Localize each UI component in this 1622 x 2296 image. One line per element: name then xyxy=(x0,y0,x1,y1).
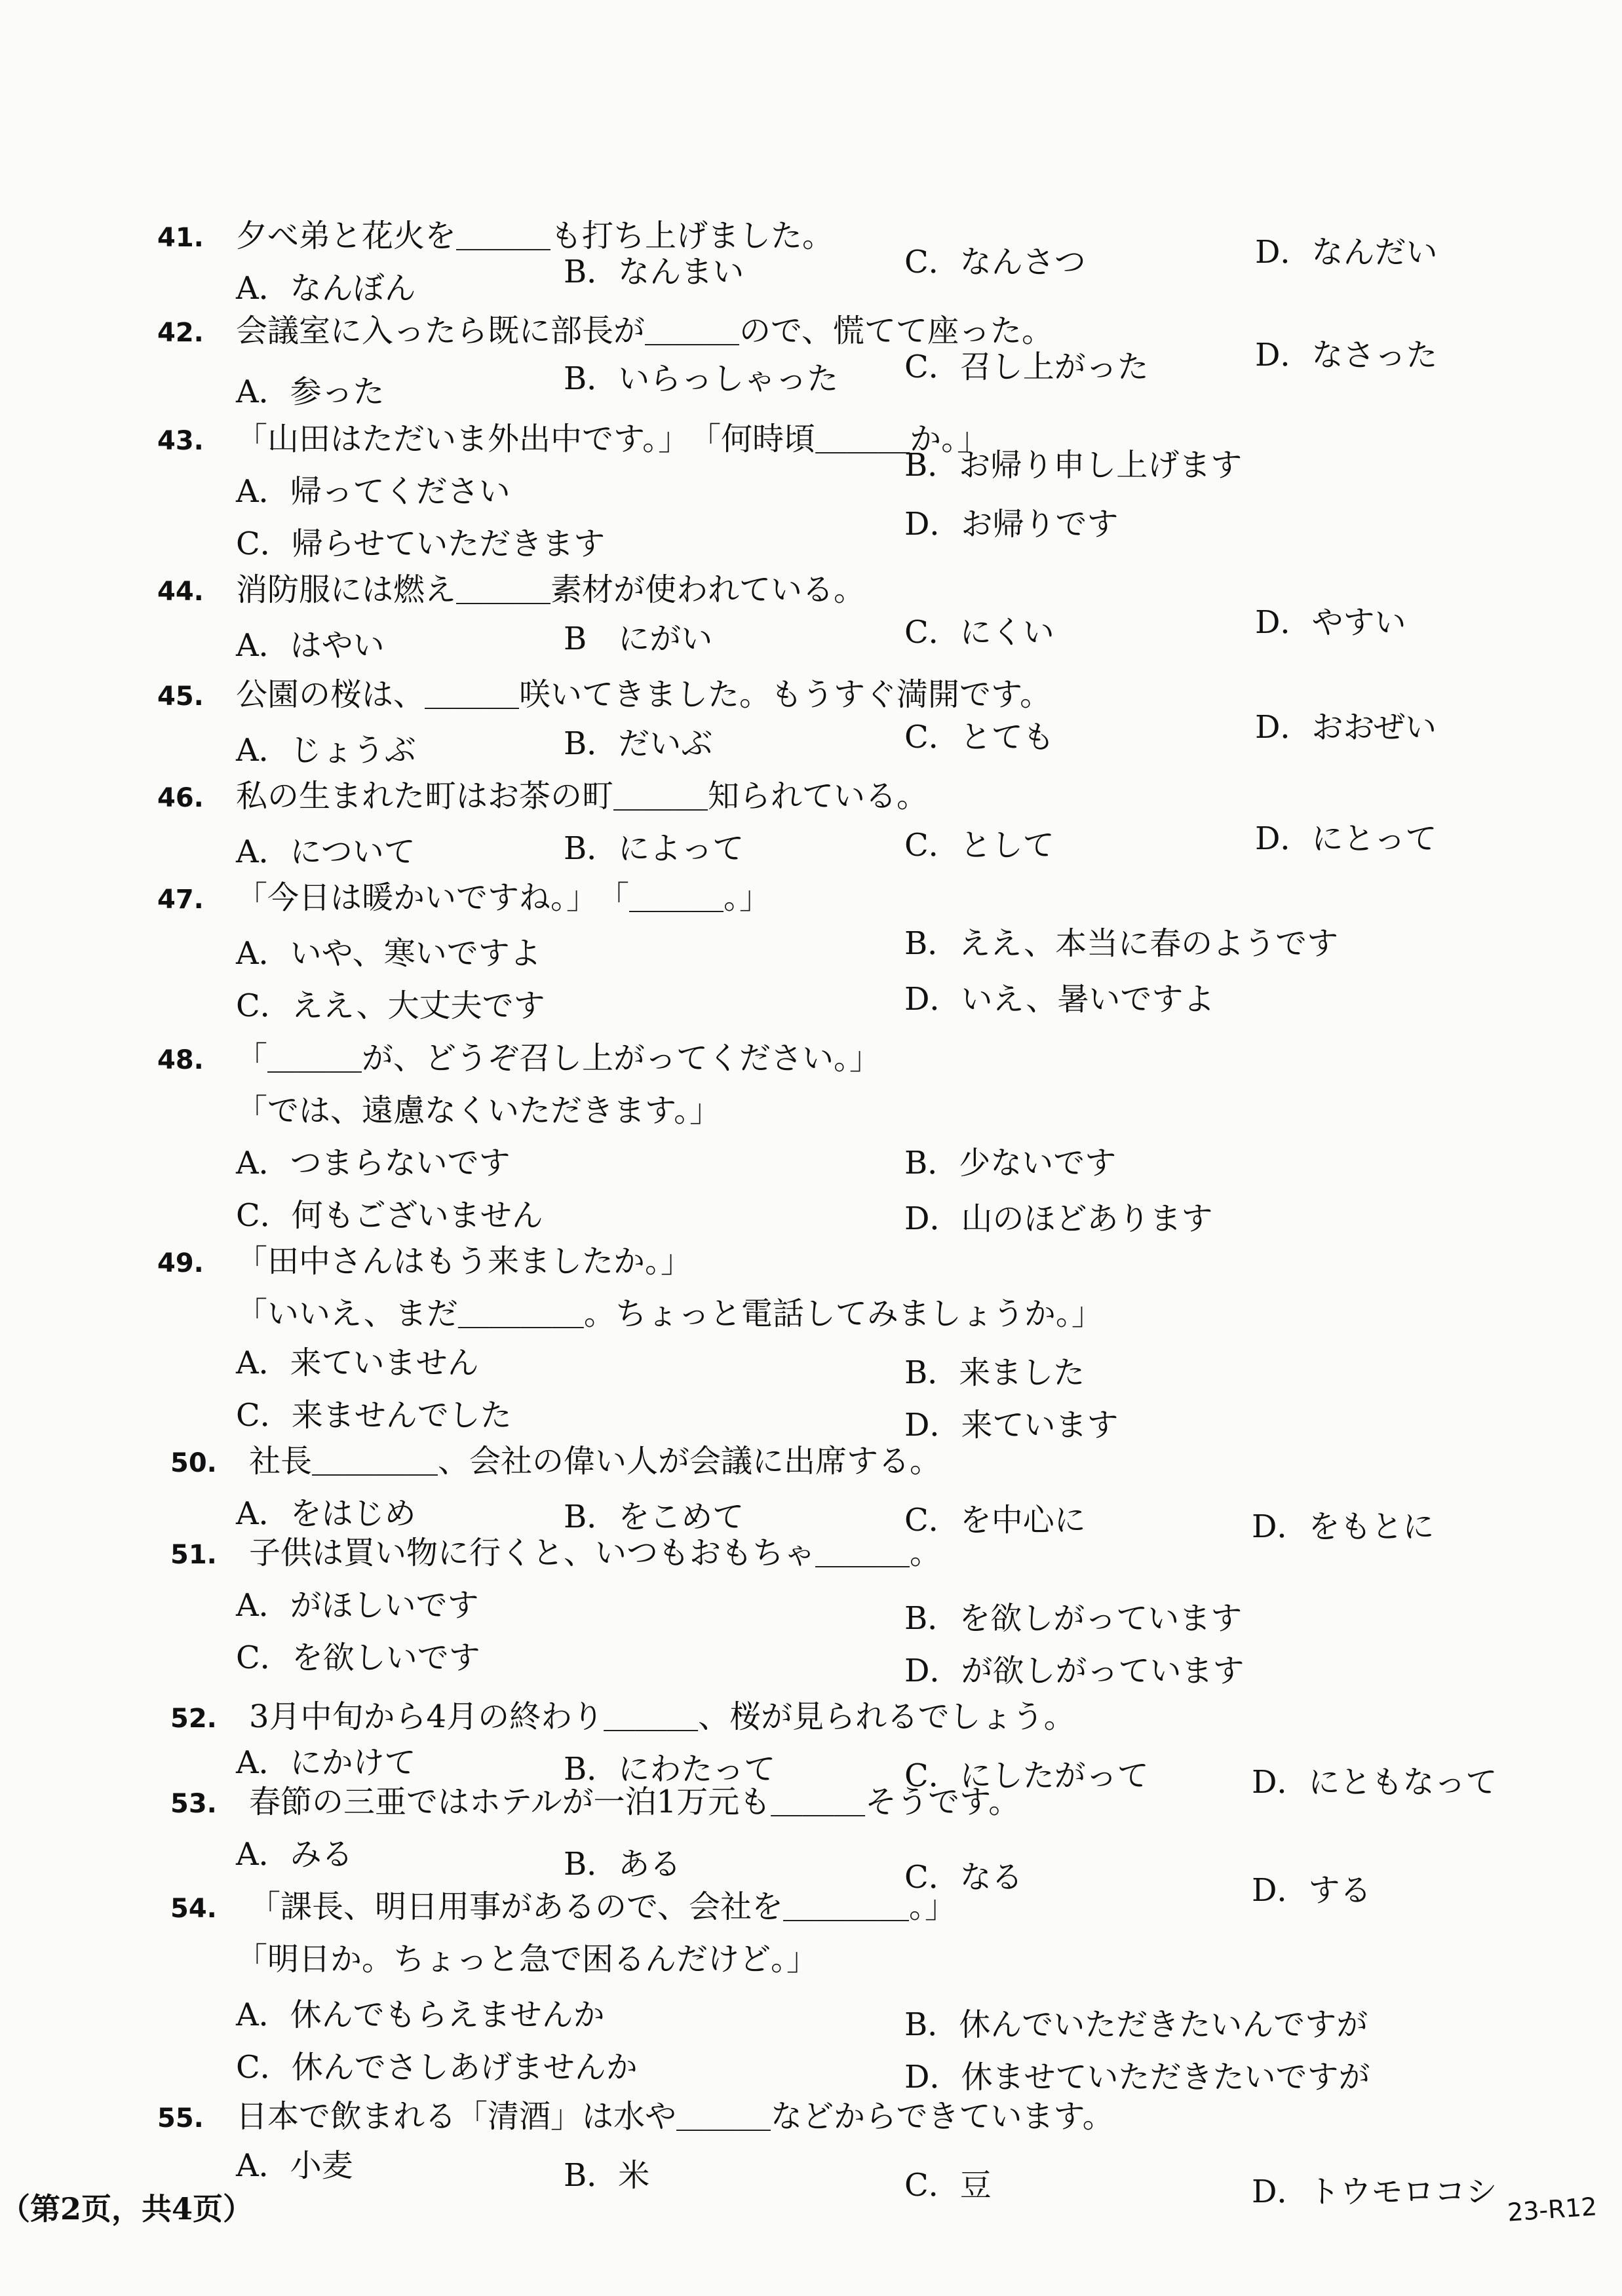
question-45-stem xyxy=(157,675,1051,716)
question-number: 52. xyxy=(170,1704,217,1734)
question-53-stem xyxy=(170,1782,1020,1824)
question-number: 46. xyxy=(157,783,204,813)
question-text: 夕べ弟と花火を＿＿＿も打ち上げました。 xyxy=(236,218,834,254)
question-text: 「課長、明日用事があるので、会社を＿＿＿＿。」 xyxy=(249,1888,957,1925)
question-number: 45. xyxy=(157,681,204,712)
option-d: D．なさった xyxy=(1255,337,1438,373)
option-a: A．がほしいです xyxy=(236,1587,479,1624)
option-b: B．にわたって xyxy=(564,1751,776,1788)
question-55-stem xyxy=(157,2097,1114,2138)
option-c: C．召し上がった xyxy=(904,349,1149,385)
option-b: B．だいぶ xyxy=(564,725,713,762)
question-text: 日本で飲まれる「清酒」は水や＿＿＿などからできています。 xyxy=(236,2098,1114,2135)
question-44-stem xyxy=(157,570,865,611)
option-a: A．をはじめ xyxy=(236,1495,416,1532)
option-d: D．おおぜい xyxy=(1255,709,1437,746)
option-d: D．来ています xyxy=(904,1407,1119,1444)
option-a: A．について xyxy=(236,833,415,870)
question-number: 51. xyxy=(170,1540,217,1570)
option-d: D．いえ、暑いですよ xyxy=(904,981,1215,1018)
option-b: B にがい xyxy=(564,621,713,657)
question-text: 「山田はただいま外出中です。」 「何時頃＿＿＿か。」 xyxy=(236,421,989,457)
question-number: 49. xyxy=(157,1248,204,1278)
question-text: 「＿＿＿が、どうぞ召し上がってください。」 xyxy=(236,1040,881,1077)
option-b: B．少ないです xyxy=(904,1145,1117,1181)
question-number: 50. xyxy=(170,1448,217,1478)
question-number: 48. xyxy=(157,1045,204,1075)
question-51-stem xyxy=(170,1533,941,1575)
option-b: B．お帰り申し上げます xyxy=(904,447,1243,484)
option-a: A．休んでもらえませんか xyxy=(236,1997,605,2033)
option-b: B．によって xyxy=(564,830,744,867)
question-47-stem xyxy=(157,878,771,919)
question-text: 私の生まれた町はお茶の町＿＿＿知られている。 xyxy=(236,778,929,814)
option-b: B．休んでいただきたいんですが xyxy=(904,2006,1368,2043)
question-text: 「今日は暖かいですね。」 「＿＿＿。」 xyxy=(236,879,771,916)
question-54-reply: 「明日か。ちょっと急で困るんだけど。」 xyxy=(236,1941,819,1978)
option-c: C．豆 xyxy=(904,2167,992,2204)
option-a: A．いや、寒いですよ xyxy=(236,935,541,972)
question-number: 41. xyxy=(157,223,204,253)
question-text: 公園の桜は、＿＿＿咲いてきました。もうすぐ満開です。 xyxy=(236,676,1052,713)
question-number: 54. xyxy=(170,1894,217,1924)
question-text: 3月中旬から4月の終わり＿＿＿、桜が見られるでしょう。 xyxy=(249,1698,1075,1735)
option-c: C．にくい xyxy=(904,614,1054,651)
option-c: C．来ませんでした xyxy=(236,1397,512,1434)
option-a: A．はやい xyxy=(236,627,385,664)
question-number: 47. xyxy=(157,885,204,915)
option-d: D．山のほどあります xyxy=(904,1200,1213,1237)
option-c: C．にしたがって xyxy=(904,1757,1149,1794)
option-b: B．いらっしゃった xyxy=(564,360,839,397)
option-b: B．来ました xyxy=(904,1354,1085,1391)
question-43-stem xyxy=(157,419,988,461)
option-c: C．ええ、大丈夫です xyxy=(236,987,545,1024)
question-number: 55. xyxy=(157,2103,204,2133)
option-d: D．にともなって xyxy=(1252,1764,1497,1801)
option-d: D．にとって xyxy=(1255,820,1437,857)
option-c: C．を中心に xyxy=(904,1502,1086,1539)
option-a: A．じょうぶ xyxy=(236,732,416,769)
option-b: B．をこめて xyxy=(564,1499,744,1535)
option-a: A．にかけて xyxy=(236,1744,416,1781)
question-text: 消防服には燃え＿＿＿素材が使われている。 xyxy=(236,571,866,608)
option-a: A．みる xyxy=(236,1836,353,1873)
question-46-stem xyxy=(157,776,928,818)
option-a: A．なんぼん xyxy=(236,270,416,307)
question-text: 子供は買い物に行くと、いつもおもちゃ＿＿＿。 xyxy=(249,1535,942,1571)
option-c: C．とても xyxy=(904,719,1054,756)
question-42-stem xyxy=(157,311,1053,353)
option-b: B．ある xyxy=(564,1846,682,1883)
question-number: 42. xyxy=(157,318,204,348)
question-text: 会議室に入ったら既に部長が＿＿＿ので、慌てて座った。 xyxy=(236,313,1054,349)
question-54-stem xyxy=(170,1887,956,1928)
option-a: A．来ていません xyxy=(236,1345,479,1381)
question-text: 春節の三亜ではホテルが一泊1万元も＿＿＿そうです。 xyxy=(249,1784,1020,1820)
question-48-stem xyxy=(157,1039,881,1080)
question-text: 社長＿＿＿＿、会社の偉い人が会議に出席する。 xyxy=(249,1443,942,1480)
option-b: B．ええ、本当に春のようです xyxy=(904,925,1339,962)
question-49-stem xyxy=(157,1242,692,1283)
option-c: C．を欲しいです xyxy=(236,1639,480,1676)
option-c: C．なる xyxy=(904,1859,1023,1896)
option-d: D．をもとに xyxy=(1252,1508,1435,1545)
page-number-footer: （第2页，共4页） xyxy=(0,2191,254,2227)
option-b: B．を欲しがっています xyxy=(904,1600,1243,1637)
option-d: D．お帰りです xyxy=(904,506,1119,543)
option-d: D．する xyxy=(1252,1872,1372,1909)
question-50-stem xyxy=(170,1442,941,1483)
question-49-reply: 「いいえ、まだ＿＿＿＿。ちょっと電話してみましょうか。」 xyxy=(236,1295,1103,1332)
question-48-reply: 「では、遠慮なくいただきます。」 xyxy=(236,1092,722,1129)
option-d: D．トウモロコシ xyxy=(1252,2173,1497,2210)
option-c: C．として xyxy=(904,827,1054,864)
question-number: 53. xyxy=(170,1789,217,1819)
option-c: C．休んでさしあげませんか xyxy=(236,2049,638,2086)
option-b: B．米 xyxy=(564,2157,650,2194)
option-a: A．参った xyxy=(236,373,385,410)
option-d: D．が欲しがっています xyxy=(904,1653,1245,1689)
option-d: D．なんだい xyxy=(1255,234,1438,271)
question-number: 43. xyxy=(157,426,204,456)
document-code: 23-R12 xyxy=(1506,2192,1598,2227)
question-41-stem xyxy=(157,216,834,258)
option-c: C．帰らせていただきます xyxy=(236,526,606,562)
option-d: D．休ませていただきたいですが xyxy=(904,2059,1370,2095)
option-a: A．つまらないです xyxy=(236,1145,511,1181)
option-c: C．何もございません xyxy=(236,1197,543,1234)
option-a: A．小麦 xyxy=(236,2147,353,2184)
question-number: 44. xyxy=(157,577,204,607)
option-b: B．なんまい xyxy=(564,254,744,290)
question-52-stem xyxy=(170,1697,1075,1738)
option-c: C．なんさつ xyxy=(904,244,1086,280)
option-d: D．やすい xyxy=(1255,604,1406,641)
option-a: A．帰ってください xyxy=(236,473,511,510)
question-text: 「田中さんはもう来ましたか。」 xyxy=(236,1243,693,1280)
